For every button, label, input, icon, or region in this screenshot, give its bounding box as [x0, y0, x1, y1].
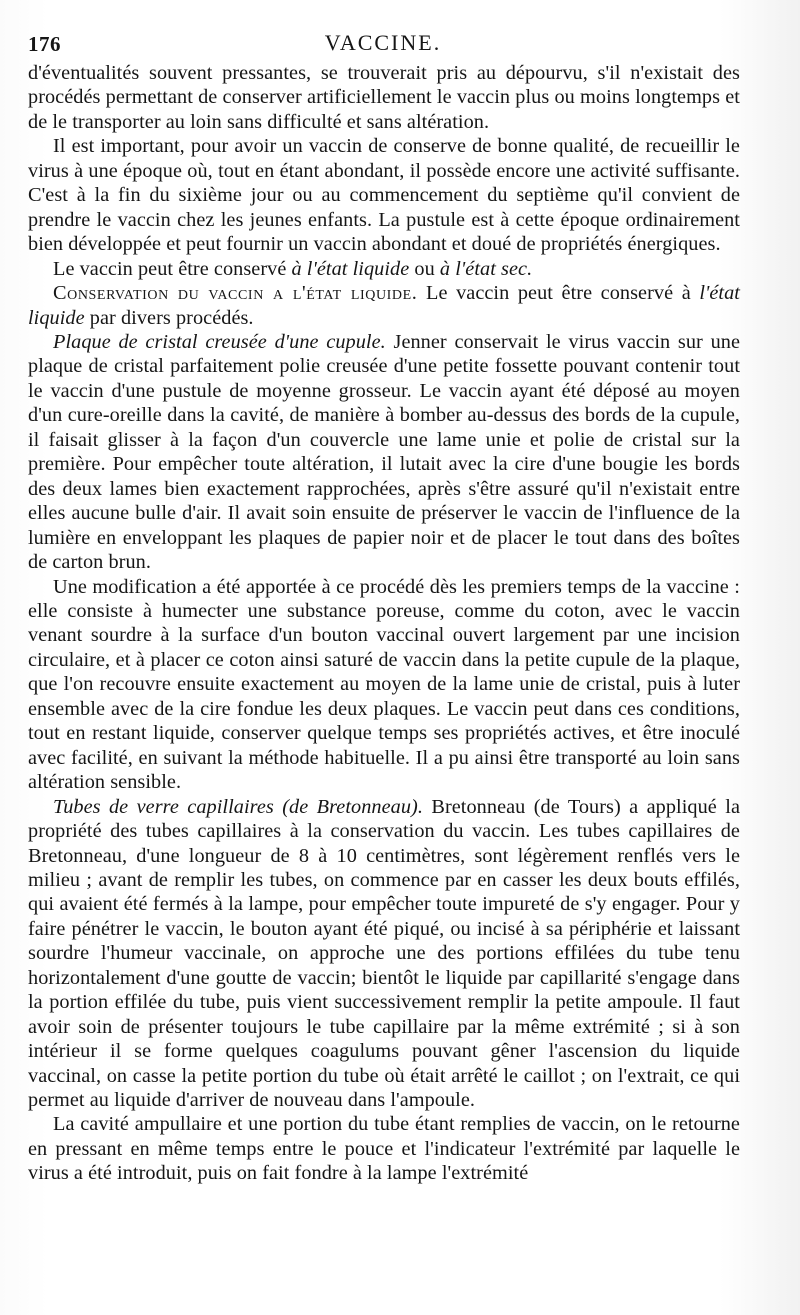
paragraph-text: La cavité ampullaire et une portion du tube étant remplies de vaccin, on le retourne en pressant en même temps entre le pouce et l'indicateur l'extrémité par laquelle le virus a été introduit, puis on fait fondre à la lampe l'extrémité [28, 1113, 740, 1185]
paragraph-continuation [28, 61, 740, 134]
subheading-crystal-plate: Plaque de cristal creusée d'une cupule. [53, 330, 386, 353]
paragraph-conservation-modes [28, 257, 740, 281]
paragraph-ampoule-sealing [28, 1112, 740, 1185]
page-header [28, 30, 738, 58]
emphasis-dry-state: à l'état sec. [439, 257, 533, 280]
subheading-capillary-tubes: Tubes de verre capillaires (de Bretonneau). [53, 795, 423, 818]
page-number: 176 [28, 32, 61, 56]
paragraph-collection-timing [28, 134, 740, 256]
paragraph-text: d'éventualités souvent pressantes, se trouverait pris au dépourvu, s'il n'existait des procédés permettant de conserver artificiellement le vaccin plus ou moins longtemps et de le transporter au loin sans difficulté et sans altération. [28, 62, 740, 133]
body-text [28, 61, 740, 1186]
paragraph-cotton-modification [28, 575, 740, 795]
paragraph-text: Le vaccin peut être conservé [53, 257, 292, 280]
paragraph-text: Il est important, pour avoir un vaccin de conserve de bonne qualité, de recueillir le virus à une époque où, tout en étant abondant, il possède encore une activité suffisante. C'est à la fin du sixième jour ou au commencement du septième qu'il convient de prendre le vaccin chez les jeunes enfants. La pustule est à cette époque ordinairement bien développée et peut fournir un vaccin abondant et doué de propriétés énergiques. [28, 135, 740, 256]
paragraph-capillary-tubes [28, 795, 740, 1113]
paragraph-text: par divers procédés. [84, 306, 254, 329]
paragraph-liquid-conservation [28, 281, 740, 330]
paragraph-crystal-plate [28, 330, 740, 575]
paragraph-text: Une modification a été apportée à ce procédé dès les premiers temps de la vaccine : elle consiste à humecter une substance poreuse, comme du coton, avec le vaccin venant sourdre à la surface d'un bouton vaccinal ouvert largement par une incision circulaire, et à placer ce coton ainsi saturé de vaccin dans la petite cupule de la plaque, que l'on recouvre ensuite exactement au moyen de la lame unie de cristal, puis à luter ensemble avec de la cire fondue les deux plaques. Le vaccin peut dans ces conditions, tout en restant liquide, conserver quelque temps ses propriétés actives, et être inoculé avec facilité, en suivant la méthode habituelle. Il a pu ainsi être transporté au loin sans altération sensible. [28, 575, 740, 794]
emphasis-liquid-state: à l'état liquide [291, 257, 410, 280]
paragraph-text: Le vaccin peut être conservé à [417, 282, 700, 305]
paragraph-text: Bretonneau (de Tours) a appliqué la propriété des tubes capillaires à la conservation du vaccin. Les tubes capillaires de Bretonneau, d'une longueur de 8 à 10 centimètres, sont légèrement renflés vers le milieu ; avant de remplir les tubes, on commence par en casser les deux bouts effilés, qui avaient été fermés à la lampe, pour empêcher toute impureté de s'y engager. Pour y faire pénétrer le vaccin, le bouton ayant été piqué, ou incisé à sa périphérie et laissant sourdre l'humeur vaccinale, on approche une des portions effilées du tube tenu horizontalement d'une goutte de vaccin; bientôt le liquide par capillarité s'engage dans la portion effilée du tube, puis vient successivement remplir la petite ampoule. Il faut avoir soin de présenter toujours le tube capillaire par la même extrémité ; si à son intérieur il se forme quelques coagulums pouvant gêner l'ascension du liquide vaccinal, on casse la petite portion du tube où était arrêté le caillot ; on l'extrait, ce qui permet au liquide d'arriver de nouveau dans l'ampoule. [28, 795, 740, 1112]
emphasis-liquid-state: l'état liquide [28, 282, 740, 329]
running-title: VACCINE. [324, 30, 442, 55]
section-heading-liquid-conservation: Conservation du vaccin a l'état liquide. [53, 282, 418, 305]
paragraph-text: ou [409, 257, 440, 280]
paragraph-text: Jenner conservait le virus vaccin sur une plaque de cristal parfaitement polie creusée d'une petite fossette pouvant contenir tout le vaccin d'une pustule de moyenne grosseur. Le vaccin ayant été déposé au moyen d'un cure-oreille dans la cavité, de manière à bomber au-dessus des bords de la cupule, il faisait glisser à la façon d'un couvercle une lame unie et polie de cristal sur la première. Pour empêcher toute altération, il lutait avec la cire d'une bougie les bords des deux lames bien exactement rapprochées, après s'être assuré qu'il n'existait entre elles aucune bulle d'air. Il avait soin ensuite de préserver le vaccin de l'influence de la lumière en enveloppant les plaques de papier noir et de placer le tout dans des boîtes de carton brun. [28, 330, 741, 574]
